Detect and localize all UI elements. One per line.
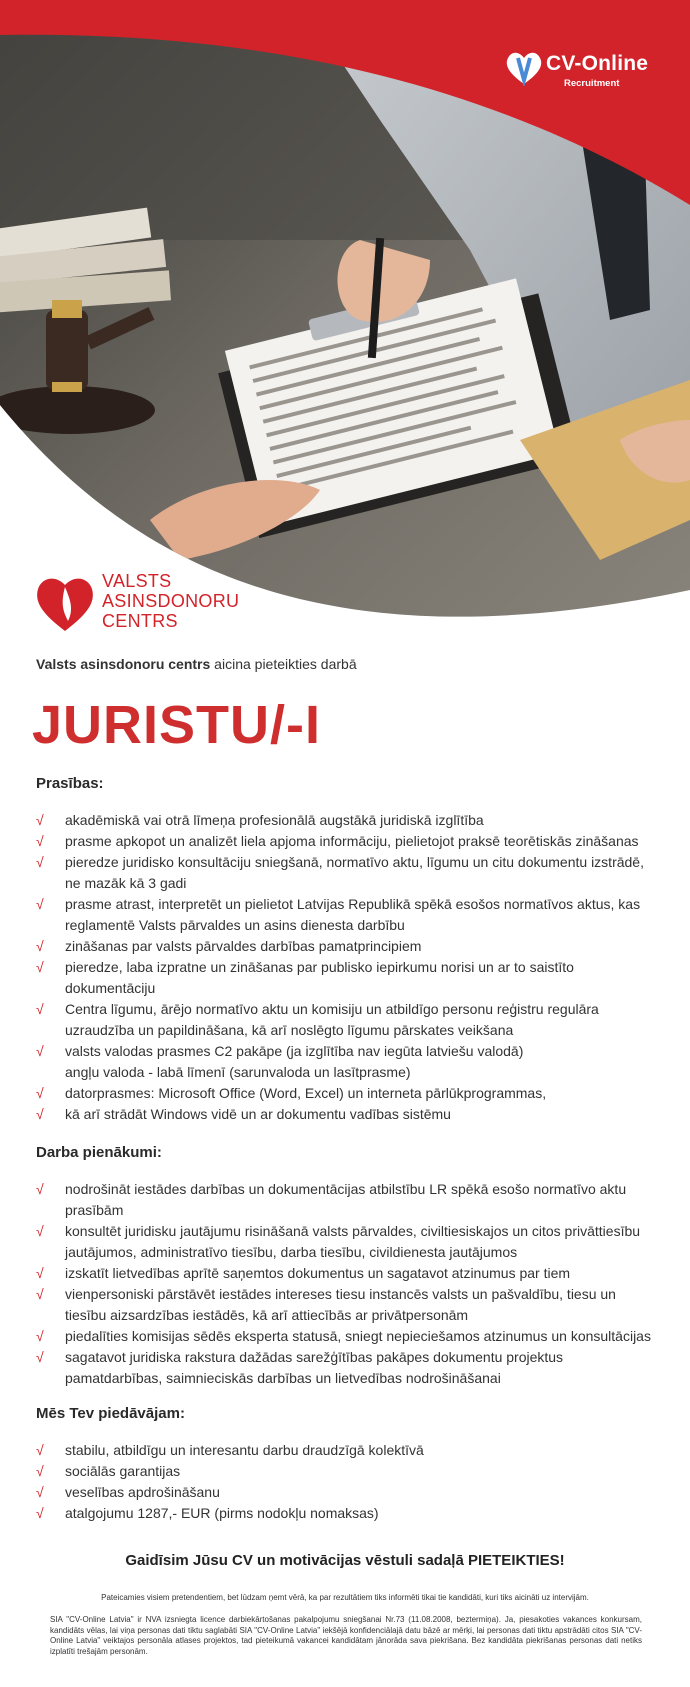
list-item <box>36 1221 656 1263</box>
checkmark-icon: √ <box>36 1442 44 1458</box>
vadc-logo <box>34 571 254 637</box>
fine-print-license: SIA "CV-Online Latvia" ir NVA izsniegta licence darbiekārtošanas pakalpojumu sniegšanai Nr.73 (11.08.2008, beztermiņa). Ja, piesakoties vakances konkursam, kandidāts vēlas, lai viņa personas dati tiktu saglabāti SIA "CV-Online Latvia" iekšējā konfidenciālajā datu bāzē ar mērķi, lai personas dati tiktu apstrādāti citos SIA "CV-Online Latvia" veiktajos personāla atlases projektos, tad pieteikumā vakancei kandidātam jānorāda sava piekrišana. Bez kandidāta piekrišanas personas dati netiks izplatīti trešajām personām. <box>50 1615 642 1656</box>
checkmark-icon: √ <box>36 1181 44 1197</box>
cv-online-name: CV-Online <box>546 52 649 75</box>
checkmark-icon: √ <box>36 1085 44 1101</box>
blood-heart-icon <box>34 573 96 633</box>
list-item <box>36 1062 656 1083</box>
list-item-text: vienpersoniski pārstāvēt iestādes intereses tiesu instancēs valsts un pašvaldību, tiesu un tiesību aizsardzības iestādēs, kā arī attiecībās ar privātpersonām <box>65 1286 616 1323</box>
list-item <box>36 831 656 852</box>
call-to-action: Gaidīsim Jūsu CV un motivācijas vēstuli sadaļā PIETEIKTIES! <box>125 1552 565 1569</box>
list-item <box>36 1263 656 1284</box>
list-item <box>36 957 656 999</box>
list-item <box>36 852 656 894</box>
vadc-logo-line1: VALSTS <box>102 571 172 591</box>
checkmark-icon: √ <box>36 1043 44 1059</box>
list-item <box>36 894 656 936</box>
duties-section <box>36 1144 656 1389</box>
checkmark-icon: √ <box>36 938 44 954</box>
checkmark-icon: √ <box>36 959 44 975</box>
checkmark-icon: √ <box>36 812 44 828</box>
offer-heading: Mēs Tev piedāvājam: <box>36 1405 185 1422</box>
list-item-text: prasme apkopot un analizēt liela apjoma informāciju, pielietojot praksē teorētiskās zināšanas <box>65 833 639 849</box>
list-item <box>36 1326 656 1347</box>
checkmark-icon: √ <box>36 1349 44 1365</box>
checkmark-icon: √ <box>36 1505 44 1521</box>
list-item-text: sociālās garantijas <box>65 1463 181 1479</box>
list-item-text: pieredze juridisko konsultāciju sniegšanā, normatīvo aktu, līgumu un citu dokumentu izstrādē, ne mazāk kā 3 gadi <box>65 854 644 891</box>
list-item-text: konsultēt juridisku jautājumu risināšanā valsts pārvaldes, civiltiesiskajos un citos privāttiesību jautājumos, administratīvo tiesību, darba tiesību, civildienesta jautājumos <box>65 1223 641 1260</box>
list-item <box>36 1482 656 1503</box>
list-item <box>36 1461 656 1482</box>
list-item-text: nodrošināt iestādes darbības un dokumentācijas atbilstību LR spēkā esošo normatīvo aktu prasībām <box>65 1181 627 1218</box>
list-item <box>36 1503 656 1524</box>
list-item <box>36 1104 656 1125</box>
vadc-logo-line3: CENTRS <box>102 611 178 631</box>
list-item-text: stabilu, atbildīgu un interesantu darbu draudzīgā kolektīvā <box>65 1442 424 1458</box>
list-item-text: atalgojumu 1287,- EUR (pirms nodokļu nomaksas) <box>65 1505 379 1521</box>
list-item <box>36 1041 656 1062</box>
list-item-text: veselības apdrošināšanu <box>65 1484 220 1500</box>
intro-rest: aicina pieteikties darbā <box>210 656 357 672</box>
requirements-heading: Prasības: <box>36 775 104 792</box>
cv-online-logo <box>504 48 654 92</box>
list-item <box>36 999 656 1041</box>
checkmark-icon: √ <box>36 1106 44 1122</box>
list-item <box>36 1083 656 1104</box>
fine-print-notice: Pateicamies visiem pretendentiem, bet lūdzam ņemt vērā, ka par rezultātiem tiks informēti tikai tie kandidāti, kuri tiks aicināti uz intervijām. <box>101 1593 589 1602</box>
list-item-text: Centra līgumu, ārējo normatīvo aktu un komisiju un atbildīgo personu reģistru regulāra uzraudzība un papildināšana, kā arī noslēgto līgumu pārskates veikšana <box>65 1001 599 1038</box>
list-item-text: sagatavot juridiska rakstura dažādas sarežģītības pakāpes dokumentu projektus pamatdarbības, saimnieciskās darbības un lietvedības nodrošināšanai <box>65 1349 564 1386</box>
list-item-text: izskatīt lietvedības aprītē saņemtos dokumentus un sagatavot atzinumus par tiem <box>65 1265 571 1281</box>
checkmark-icon: √ <box>36 1265 44 1281</box>
list-item <box>36 1440 656 1461</box>
list-item <box>36 1179 656 1221</box>
intro-text <box>36 656 357 672</box>
list-item-text: zināšanas par valsts pārvaldes darbības pamatprincipiem <box>65 938 422 954</box>
intro-org: Valsts asinsdonoru centrs <box>36 656 211 672</box>
checkmark-icon: √ <box>36 1463 44 1479</box>
checkmark-icon: √ <box>36 1001 44 1017</box>
duties-heading: Darba pienākumi: <box>36 1144 162 1161</box>
checkmark-icon: √ <box>36 896 44 912</box>
requirements-section <box>36 775 656 1125</box>
list-item-text: akadēmiskā vai otrā līmeņa profesionālā augstākā juridiskā izglītība <box>65 812 484 828</box>
list-item-text: datorprasmes: Microsoft Office (Word, Excel) un interneta pārlūkprogrammas, <box>65 1085 547 1101</box>
checkmark-icon: √ <box>36 1328 44 1344</box>
list-item-text: angļu valoda - labā līmenī (sarunvaloda un lasītprasme) <box>65 1064 411 1080</box>
list-item-text: pieredze, laba izpratne un zināšanas par publisko iepirkumu norisi un ar to saistīto dokumentāciju <box>65 959 574 996</box>
list-item-text: kā arī strādāt Windows vidē un ar dokumentu vadības sistēmu <box>65 1106 451 1122</box>
list-item <box>36 810 656 831</box>
vadc-logo-line2: ASINSDONORU <box>102 591 240 611</box>
list-item <box>36 936 656 957</box>
list-item-text: prasme atrast, interpretēt un pielietot Latvijas Republikā spēkā esošos normatīvos aktus, kas reglamentē Valsts pārvaldes un asins dienesta darbību <box>65 896 641 933</box>
checkmark-icon: √ <box>36 833 44 849</box>
job-title: JURISTU/-I <box>32 695 322 755</box>
checkmark-icon: √ <box>36 1286 44 1302</box>
checkmark-icon: √ <box>36 854 44 870</box>
checkmark-icon: √ <box>36 1223 44 1239</box>
list-item <box>36 1284 656 1326</box>
list-item-text: piedalīties komisijas sēdēs eksperta statusā, sniegt nepieciešamos atzinumus un konsultācijas <box>65 1328 651 1344</box>
cv-online-heart-icon <box>504 50 544 86</box>
duties-list <box>36 1179 656 1389</box>
requirements-list <box>36 810 656 1125</box>
offer-section <box>36 1405 656 1524</box>
hero-banner <box>0 0 690 660</box>
cv-online-subtitle: Recruitment <box>564 78 620 89</box>
list-item <box>36 1347 656 1389</box>
offer-list <box>36 1440 656 1524</box>
list-item-text: valsts valodas prasmes C2 pakāpe (ja izglītība nav iegūta latviešu valodā) <box>65 1043 524 1059</box>
checkmark-icon: √ <box>36 1484 44 1500</box>
hero-photo <box>0 0 690 660</box>
